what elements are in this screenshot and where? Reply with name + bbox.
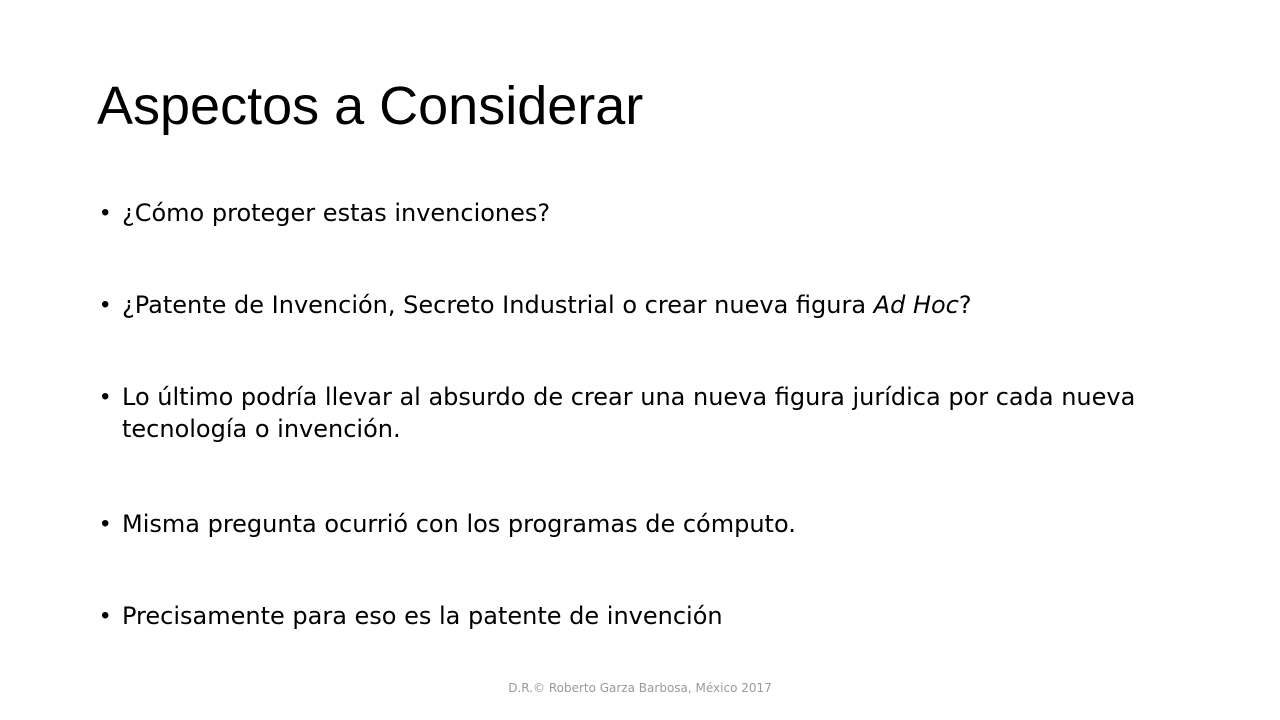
bullet-item <box>101 381 1181 445</box>
bullet-text <box>122 289 1181 321</box>
bullet-item <box>101 197 1181 229</box>
bullet-text: ¿Cómo proteger estas invenciones? <box>122 199 551 227</box>
bullet-dot-icon: • <box>101 602 110 629</box>
bullet-text: Lo último podría llevar al absurdo de crear una nueva figura jurídica por cada nueva tecnología o invención. <box>122 383 1136 443</box>
bullet-item <box>101 289 1181 321</box>
bullet-text-italic: Ad Hoc <box>873 291 959 319</box>
bullet-text: Misma pregunta ocurrió con los programas de cómputo. <box>122 510 796 538</box>
bullet-dot-icon: • <box>101 510 110 537</box>
bullet-dot-icon: • <box>101 291 110 318</box>
bullet-dot-icon: • <box>101 199 110 226</box>
bullet-item <box>101 600 1181 632</box>
bullet-text-part: ¿Patente de Invención, Secreto Industrial o crear nueva figura <box>122 291 874 319</box>
slide-footer: D.R.© Roberto Garza Barbosa, México 2017 <box>508 681 772 695</box>
bullet-dot-icon: • <box>101 383 110 410</box>
bullet-item <box>101 508 1181 540</box>
bullet-text: Precisamente para eso es la patente de invención <box>122 602 723 630</box>
slide-title: Aspectos a Considerar <box>97 76 644 136</box>
bullet-text-part: ? <box>958 291 972 319</box>
